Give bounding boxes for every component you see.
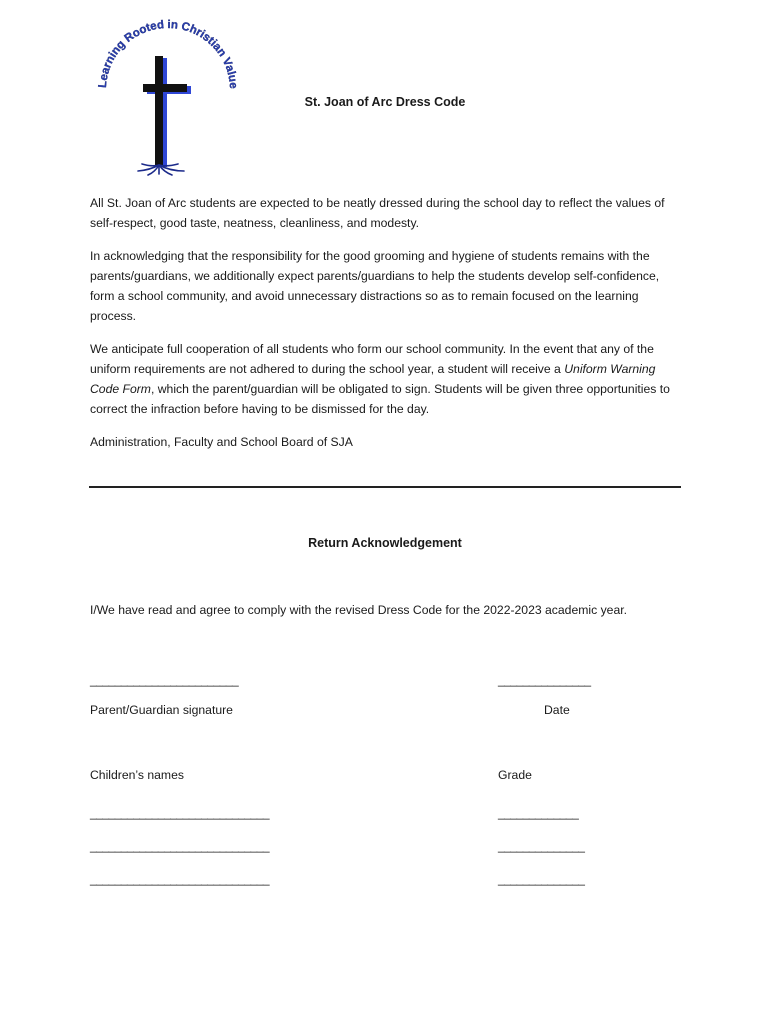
date-line[interactable]: _______________	[498, 673, 591, 687]
document-title: St. Joan of Arc Dress Code	[304, 95, 466, 109]
grade-line[interactable]: _____________	[498, 806, 579, 820]
signature-line[interactable]: ________________________	[90, 673, 239, 687]
acknowledgement-title: Return Acknowledgement	[308, 536, 462, 550]
child-name-line[interactable]: _____________________________	[90, 806, 270, 820]
section-divider	[89, 486, 681, 488]
intro-paragraph: All St. Joan of Arc students are expected to be neatly dressed during the school day to reflect the values of self-respect, good taste, neatness, cleanliness, and modesty.	[90, 196, 665, 230]
acknowledgement-statement: I/We have read and agree to comply with the revised Dress Code for the 2022-2023 academic year.	[90, 603, 627, 617]
grade-label: Grade	[498, 768, 532, 782]
children-names-label: Children’s names	[90, 768, 184, 782]
date-label: Date	[544, 703, 570, 717]
responsibility-paragraph: In acknowledging that the responsibility for the good grooming and hygiene of students remains with the parents/guardians, we additionally expect parents/guardians to help the students develop self-confidence, form a school community, and avoid unnecessary distractions so as to remain focused on the learning process.	[90, 249, 660, 323]
grade-line[interactable]: ______________	[498, 872, 585, 886]
cooperation-paragraph	[90, 339, 682, 419]
child-name-line[interactable]: _____________________________	[90, 872, 270, 886]
signature-label: Parent/Guardian signature	[90, 703, 233, 717]
signoff: Administration, Faculty and School Board of SJA	[90, 435, 353, 449]
uniform-warning-form-name: Uniform Warning Code Form	[90, 362, 656, 396]
cross-with-roots-icon	[138, 56, 191, 175]
logo-motto: Learning Rooted in Christian Value	[96, 18, 240, 90]
cooperation-text-end: , which the parent/guardian will be obligated to sign. Students will be given three opportunities to correct the infraction before having to be dismissed for the day.	[90, 382, 670, 416]
cooperation-text-start: We anticipate full cooperation of all students who form our school community. In the event that any of the uniform requirements are not adhered to during the school year, a student will receive a	[90, 342, 654, 376]
child-name-line[interactable]: _____________________________	[90, 839, 270, 853]
grade-line[interactable]: ______________	[498, 839, 585, 853]
